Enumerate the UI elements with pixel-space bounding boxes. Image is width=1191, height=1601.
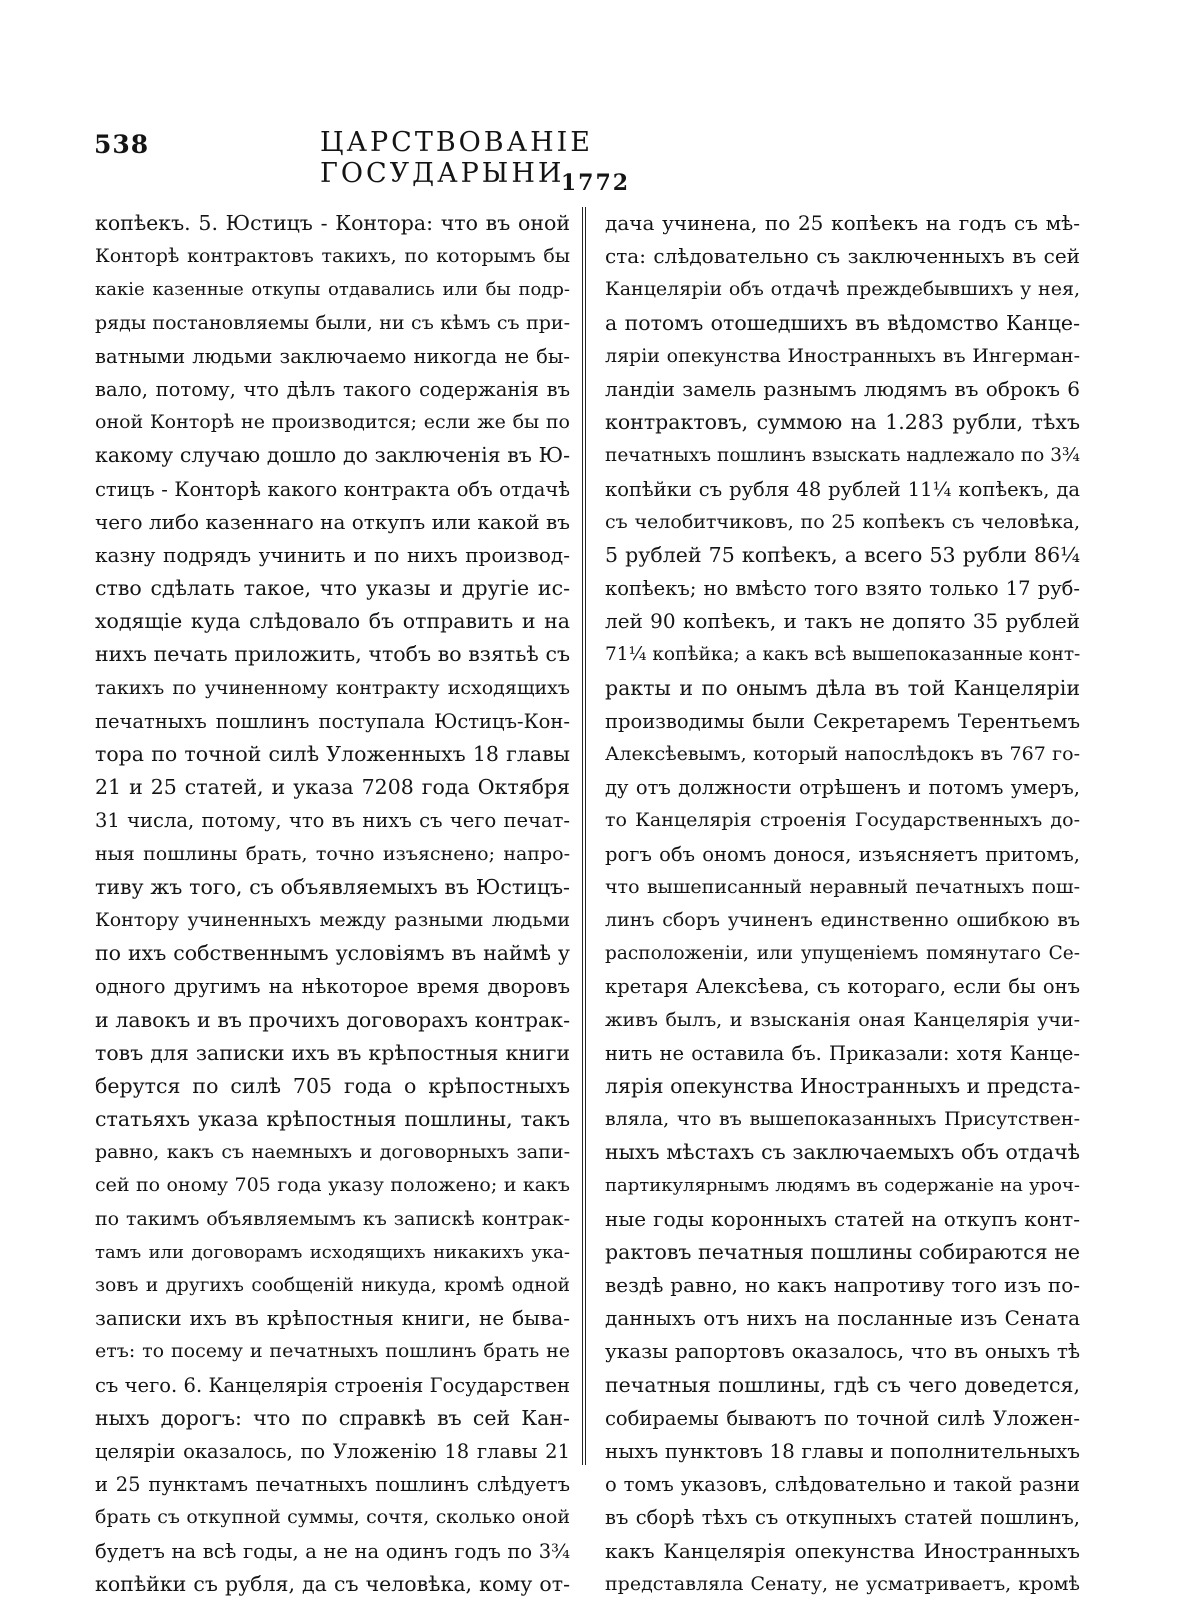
text-line: ляріи опекунства Иностранныхъ въ Ингерман- — [605, 344, 1080, 367]
text-line: равно, какъ съ наемныхъ и договорныхъ запи- — [95, 1141, 570, 1164]
text-line: ду отъ должности отрѣшенъ и потомъ умеръ, — [605, 776, 1080, 800]
text-line: съ чего. 6. Канцелярія строенія Государствен — [95, 1373, 570, 1397]
text-line: ряды постановляемы были, ни съ кѣмъ съ при- — [95, 311, 570, 334]
text-line: Контору учиненныхъ между разными людьми — [95, 908, 570, 931]
page-number: 538 — [94, 130, 150, 159]
text-line: и лавокъ и въ прочихъ договорахъ контрак- — [95, 1007, 570, 1032]
text-line: Алексѣевымъ, который напослѣдокъ въ 767 го- — [605, 743, 1080, 765]
text-line: ныхъ дорогъ: что по справкѣ въ сей Кан- — [95, 1405, 570, 1430]
text-line: ракты и по онымъ дѣла въ той Канцеляріи — [605, 675, 1080, 700]
text-line: указы рапортовъ оказалось, что въ оныхъ тѣ — [605, 1339, 1080, 1364]
text-line: ландіи замель разнымъ людямъ въ оброкъ 6 — [605, 376, 1080, 401]
text-line: ходящіе куда слѣдовало бъ отправить и на — [95, 609, 570, 634]
text-line: вало, потому, что дѣлъ такого содержанія въ — [95, 377, 570, 401]
text-line: статьяхъ указа крѣпостныя пошлины, такъ — [95, 1107, 570, 1132]
year-heading: 1772 — [560, 170, 631, 196]
text-line: собираемы бываютъ по точной силѣ Уложен- — [605, 1406, 1080, 1430]
text-line: ныя пошлины брать, точно изъяснено; напро- — [95, 842, 570, 865]
right-text-column — [605, 207, 1080, 1601]
text-line: копѣйки съ рубля 48 рублей 11¼ копѣекъ, да — [605, 477, 1080, 501]
column-divider — [582, 207, 586, 1465]
text-line: лярія опекунства Иностранныхъ и предста- — [605, 1073, 1080, 1098]
text-line: 31 числа, потому, что въ нихъ съ чего печат- — [95, 809, 570, 833]
text-line: нихъ печать приложить, чтобъ во взятьѣ съ — [95, 642, 570, 667]
text-line: данныхъ отъ нихъ на посланные изъ Сената — [605, 1306, 1080, 1331]
text-line: тиву жъ того, съ объявляемыхъ въ Юстицъ- — [95, 874, 570, 899]
text-line: одного другимъ на нѣкоторое время дворовъ — [95, 975, 570, 999]
left-text-column — [95, 207, 570, 1601]
text-line: какъ Канцелярія опекунства Иностранныхъ — [605, 1538, 1080, 1563]
text-line: рогъ объ ономъ донося, изъясняетъ притомъ, — [605, 842, 1080, 866]
text-line: печатныхъ пошлинъ поступала Юстицъ-Кон- — [95, 709, 570, 733]
text-line: тора по точной силѣ Уложенныхъ 18 главы — [95, 742, 570, 766]
text-line: казну подрядъ учинить и по нихъ производ- — [95, 542, 570, 567]
text-line: будетъ на всѣ годы, а не на одинъ годъ по 3¾ — [95, 1539, 570, 1563]
text-line: и 25 пунктамъ печатныхъ пошлинъ слѣдуетъ — [95, 1473, 570, 1497]
text-line: чего либо казеннаго на откупъ или какой въ — [95, 509, 570, 534]
text-line: Конторѣ контрактовъ такихъ, по которымъ бы — [95, 245, 570, 268]
text-line: Канцеляріи объ отдачѣ преждебывшихъ у нея, — [605, 278, 1080, 301]
text-line: копѣйки съ рубля, да съ человѣка, кому от- — [95, 1571, 570, 1596]
text-line: 71¼ копѣйка; а какъ всѣ вышепоказанные конт- — [605, 644, 1080, 666]
text-line: ные годы коронныхъ статей на откупъ конт- — [605, 1206, 1080, 1231]
text-line: тамъ или договорамъ исходящихъ никакихъ ука- — [95, 1241, 570, 1263]
text-line: въ сборѣ тѣхъ съ откупныхъ статей пошлинъ, — [605, 1506, 1080, 1530]
text-line: контрактовъ, суммою на 1.283 рубли, тѣхъ — [605, 410, 1080, 435]
text-line: товъ для записки ихъ въ крѣпостныя книги — [95, 1040, 570, 1065]
text-line: нить не оставила бъ. Приказали: хотя Канце- — [605, 1041, 1080, 1065]
text-line: партикулярнымъ людямъ въ содержаніе на уроч- — [605, 1175, 1080, 1197]
text-line: кретаря Алексѣева, съ котораго, если бы онъ — [605, 975, 1080, 999]
text-line: брать съ откупной суммы, сочтя, сколько оной — [95, 1506, 570, 1529]
text-line: печатныя пошлины, гдѣ съ чего доведется, — [605, 1372, 1080, 1397]
text-line: представляла Сенату, не усматриваетъ, кромѣ — [605, 1572, 1080, 1595]
text-line: лей 90 копѣекъ, и такъ не допято 35 рублей — [605, 609, 1080, 634]
text-line: зовъ и другихъ сообщеній никуда, кромѣ одной — [95, 1275, 570, 1296]
running-title: ЦАРСТВОВАНІЕ ГОСУДАРЫНИ — [320, 127, 594, 189]
text-line: по ихъ собственнымъ условіямъ въ наймѣ у — [95, 941, 570, 966]
text-line: берутся по силѣ 705 года о крѣпостныхъ — [95, 1073, 570, 1098]
text-line: етъ: то посему и печатныхъ пошлинъ брать не — [95, 1340, 570, 1363]
text-line: вездѣ равно, но какъ напротиву того изъ по- — [605, 1273, 1080, 1297]
text-line: ныхъ мѣстахъ съ заключаемыхъ объ отдачѣ — [605, 1140, 1080, 1165]
text-line: 5 рублей 75 копѣекъ, а всего 53 рубли 86¼ — [605, 542, 1080, 567]
text-line: такихъ по учиненному контракту исходящихъ — [95, 676, 570, 699]
text-line: рактовъ печатныя пошлины собираются не — [605, 1239, 1080, 1264]
text-line: о томъ указовъ, слѣдовательно и такой разни — [605, 1473, 1080, 1497]
text-line: дача учинена, по 25 копѣекъ на годъ съ мѣ- — [605, 211, 1080, 235]
text-line: ста: слѣдовательно съ заключенныхъ въ сей — [605, 244, 1080, 269]
text-line: оной Конторѣ не производится; если же бы по — [95, 411, 570, 434]
text-line: по такимъ объявляемымъ къ запискѣ контрак- — [95, 1207, 570, 1230]
text-line: ватными людьми заключаемо никогда не бы- — [95, 344, 570, 368]
text-line: живъ былъ, и взысканія оная Канцелярія учи- — [605, 1008, 1080, 1031]
text-line: 21 и 25 статей, и указа 7208 года Октября — [95, 775, 570, 800]
text-line: а потомъ отошедшихъ въ вѣдомство Канце- — [605, 310, 1080, 335]
text-line: то Канцелярія строенія Государственныхъ до- — [605, 809, 1080, 832]
text-line: съ челобитчиковъ, по 25 копѣекъ съ человѣка, — [605, 510, 1080, 533]
text-line: стицъ - Конторѣ какого контракта объ отдачѣ — [95, 477, 570, 501]
text-line: копѣекъ. 5. Юстицъ - Контора: что въ оной — [95, 211, 570, 235]
text-line: сей по оному 705 года указу положено; и какъ — [95, 1174, 570, 1197]
text-line: ныхъ пунктовъ 18 главы и пополнительныхъ — [605, 1438, 1080, 1463]
text-line: расположеніи, или упущеніемъ помянутаго Се- — [605, 943, 1080, 965]
text-line: что вышеписанный неравный печатныхъ пош- — [605, 875, 1080, 898]
text-line: ство сдѣлать такое, что указы и другіе ис- — [95, 576, 570, 601]
text-line: целяріи оказалось, по Уложенію 18 главы 21 — [95, 1439, 570, 1463]
text-line: записки ихъ въ крѣпостныя книги, не быва- — [95, 1306, 570, 1331]
text-line: производимы были Секретаремъ Терентьемъ — [605, 709, 1080, 733]
text-line: линъ сборъ учиненъ единственно ошибкою въ — [605, 908, 1080, 931]
text-line: какому случаю дошло до заключенія въ Ю- — [95, 443, 570, 468]
text-line: вляла, что въ вышепоказанныхъ Присутствен- — [605, 1108, 1080, 1131]
text-line: копѣекъ; но вмѣсто того взято только 17 руб- — [605, 577, 1080, 601]
text-line: печатныхъ пошлинъ взыскать надлежало по 3¾ — [605, 445, 1080, 467]
text-line: какіе казенные откупы отдавались или бы подр- — [95, 279, 570, 301]
